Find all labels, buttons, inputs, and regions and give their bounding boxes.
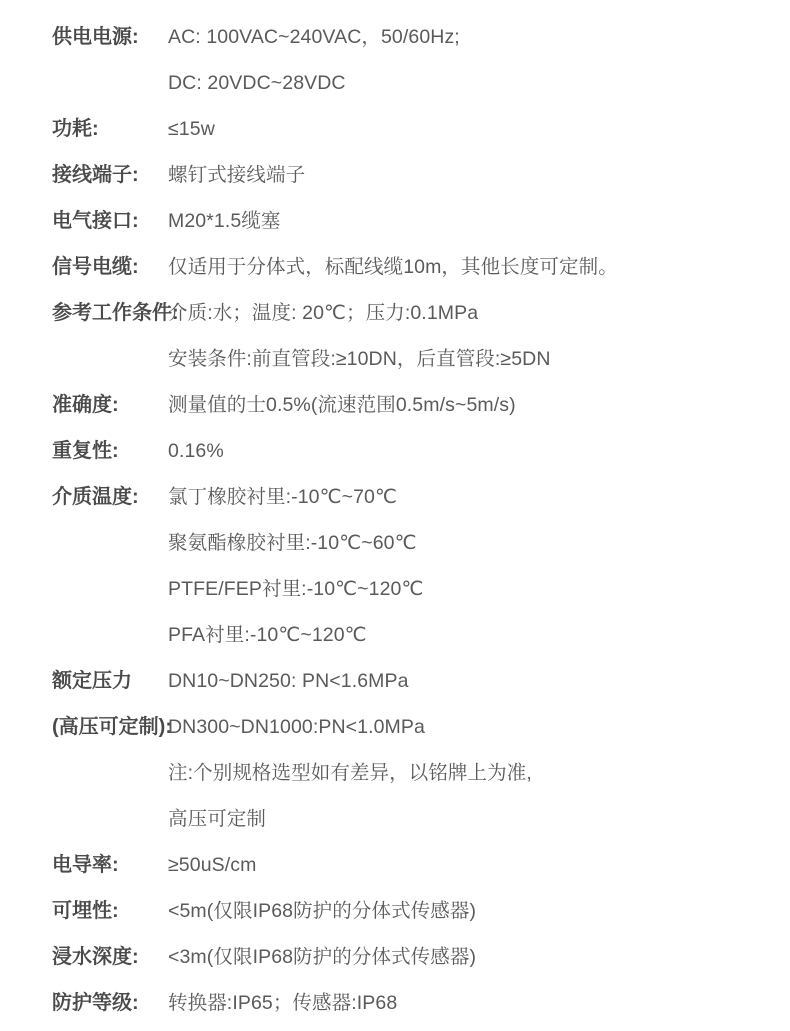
table-row	[0, 566, 790, 612]
spec-value: 0.16%	[168, 440, 224, 462]
table-row	[0, 244, 790, 290]
spec-label: 信号电缆:	[52, 256, 139, 278]
table-row	[0, 750, 790, 796]
spec-label: 接线端子:	[52, 164, 139, 186]
spec-value: PTFE/FEP衬里:-10℃~120℃	[168, 578, 424, 600]
spec-value: DC: 20VDC~28VDC	[168, 72, 346, 94]
spec-value: 仅适用于分体式，标配线缆10m，其他长度可定制。	[168, 256, 618, 278]
spec-label: (高压可定制):	[52, 716, 172, 738]
spec-value: 螺钉式接线端子	[168, 164, 306, 186]
spec-value: <3m(仅限IP68防护的分体式传感器)	[168, 946, 477, 968]
table-row	[0, 796, 790, 842]
spec-value: ≤15w	[168, 118, 215, 140]
table-row	[0, 60, 790, 106]
table-row	[0, 842, 790, 888]
table-row	[0, 888, 790, 934]
spec-value: 安装条件:前直管段:≥10DN，后直管段:≥5DN	[168, 348, 551, 370]
spec-value: 高压可定制	[168, 808, 267, 830]
spec-value: ≥50uS/cm	[168, 854, 257, 876]
spec-value: 氯丁橡胶衬里:-10℃~70℃	[168, 486, 397, 508]
spec-label: 重复性:	[52, 440, 119, 462]
spec-label: 可埋性:	[52, 900, 119, 922]
spec-value: DN300~DN1000:PN<1.0MPa	[168, 716, 425, 738]
table-row	[0, 290, 790, 336]
spec-value: M20*1.5缆塞	[168, 210, 281, 232]
table-row	[0, 14, 790, 60]
spec-value: <5m(仅限IP68防护的分体式传感器)	[168, 900, 477, 922]
table-row	[0, 152, 790, 198]
table-row	[0, 658, 790, 704]
spec-label: 电气接口:	[52, 210, 139, 232]
spec-label: 参考工作条件:	[52, 302, 179, 324]
spec-value: 介质:水；温度: 20℃；压力:0.1MPa	[168, 302, 479, 324]
spec-value: 转换器:IP65；传感器:IP68	[168, 992, 398, 1014]
table-row	[0, 428, 790, 474]
table-row	[0, 382, 790, 428]
spec-value: 注:个别规格选型如有差异，以铭牌上为准,	[168, 762, 532, 784]
spec-value: PFA衬里:-10℃~120℃	[168, 624, 367, 646]
spec-label: 额定压力	[52, 670, 132, 692]
table-row	[0, 520, 790, 566]
table-row	[0, 198, 790, 244]
spec-value: DN10~DN250: PN<1.6MPa	[168, 670, 409, 692]
table-row	[0, 474, 790, 520]
spec-label: 功耗:	[52, 118, 99, 140]
spec-label: 介质温度:	[52, 486, 139, 508]
spec-value: 测量值的士0.5%(流速范围0.5m/s~5m/s)	[168, 394, 516, 416]
spec-value: AC: 100VAC~240VAC，50/60Hz;	[168, 26, 460, 48]
table-row	[0, 612, 790, 658]
table-row	[0, 980, 790, 1026]
table-row	[0, 106, 790, 152]
spec-label: 防护等级:	[52, 992, 139, 1014]
spec-label: 浸水深度:	[52, 946, 139, 968]
spec-label: 供电电源:	[52, 26, 139, 48]
spec-label: 电导率:	[52, 854, 119, 876]
table-row	[0, 704, 790, 750]
table-row	[0, 336, 790, 382]
table-row	[0, 934, 790, 980]
spec-value: 聚氨酯橡胶衬里:-10℃~60℃	[168, 532, 417, 554]
spec-label: 准确度:	[52, 394, 119, 416]
